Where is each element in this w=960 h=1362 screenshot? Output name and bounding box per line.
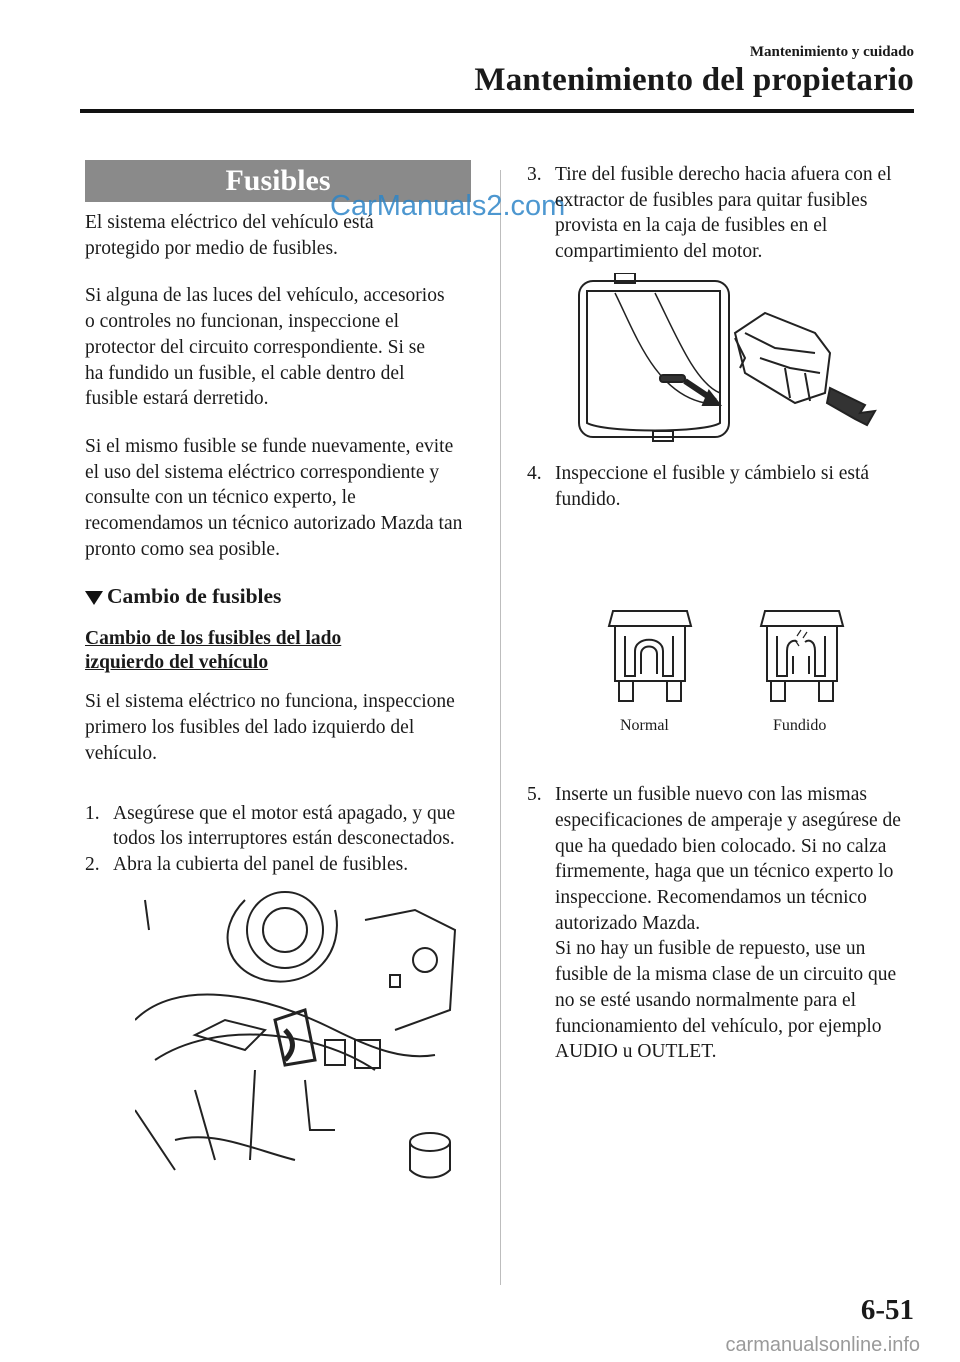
chapter-title: Mantenimiento del propietario [474,62,914,98]
fuse-box-illustration [575,273,885,453]
right-column [527,160,919,1065]
page-number: 6-51 [860,1294,914,1326]
step-item [85,801,471,852]
steering-area-illustration [135,890,465,1180]
watermark-top: CarManuals2.com [330,190,566,222]
step-text: Tire del fusible derecho hacia afuera con el extractor de fusibles para quitar fusibles provista en la caja de fusibles en el compartimiento del motor. [555,164,892,263]
blown-fuse-icon [757,606,847,706]
section-title: Fusibles [85,160,471,202]
normal-fuse-label: Normal [620,717,669,735]
step-number: 2. [85,853,100,875]
paragraph-inspect: Si alguna de las luces del vehículo, accesorios o controles no funcionan, inspeccione el protector del circuito correspondiente. Si se ha fundido un fusible, el cable dentro del fusible estará derretido. [85,285,445,410]
subheading [85,584,471,609]
paragraph-left-side: Si el sistema eléctrico no funciona, inspeccione primero los fusibles del lado izquierdo del vehículo. [85,691,455,764]
step-item [85,852,471,878]
column-divider [500,170,501,1285]
header-rule [80,109,914,113]
chapter-subtitle: Mantenimiento y cuidado [749,44,914,60]
watermark-bottom: carmanualsonline.info [725,1334,920,1356]
step-item [527,162,919,265]
fuse-comparison [527,512,919,762]
step-list-left [85,801,471,878]
step-number: 3. [527,164,542,185]
step-text: Inspeccione el fusible y cámbielo si está fundido. [555,462,870,510]
triangle-down-icon [85,591,103,605]
paragraph-intro: El sistema eléctrico del vehículo está protegido por medio de fusibles. [85,212,374,259]
subheading-text: Cambio de fusibles [107,584,282,609]
step-number: 4. [527,462,542,484]
paragraph-repeat: Si el mismo fusible se funde nuevamente, evite el uso del sistema eléctrico correspondiente y consulte con un técnico experto, le recomendamos un técnico autorizado Mazda tan pronto como sea posible. [85,435,463,560]
step-text: Inserte un fusible nuevo con las mismas especificaciones de amperaje y asegúrese de que ha quedado bien colocado. Si no calza firmemente, haga que un técnico experto lo inspeccione. Recomendamos un técnico autorizado Mazda. Si no hay un fusible de repuesto, use un fusible de la misma clase de un circuito que no se esté usando normalmente para el funcionamiento del vehículo, por ejemplo AUDIO u OUTLET. [555,784,901,1063]
step-text: Abra la cubierta del panel de fusibles. [113,853,409,875]
step-item [527,782,919,1065]
sub-subheading: Cambio de los fusibles del lado izquierdo del vehículo [85,628,342,674]
step-number: 5. [527,784,542,806]
step-text: Asegúrese que el motor está apagado, y que todos los interruptores están desconectados. [113,802,456,850]
normal-fuse-icon [605,606,695,706]
blown-fuse-label: Fundido [773,717,827,735]
step-item [527,461,919,512]
left-column [85,160,471,1180]
step-number: 1. [85,802,100,824]
